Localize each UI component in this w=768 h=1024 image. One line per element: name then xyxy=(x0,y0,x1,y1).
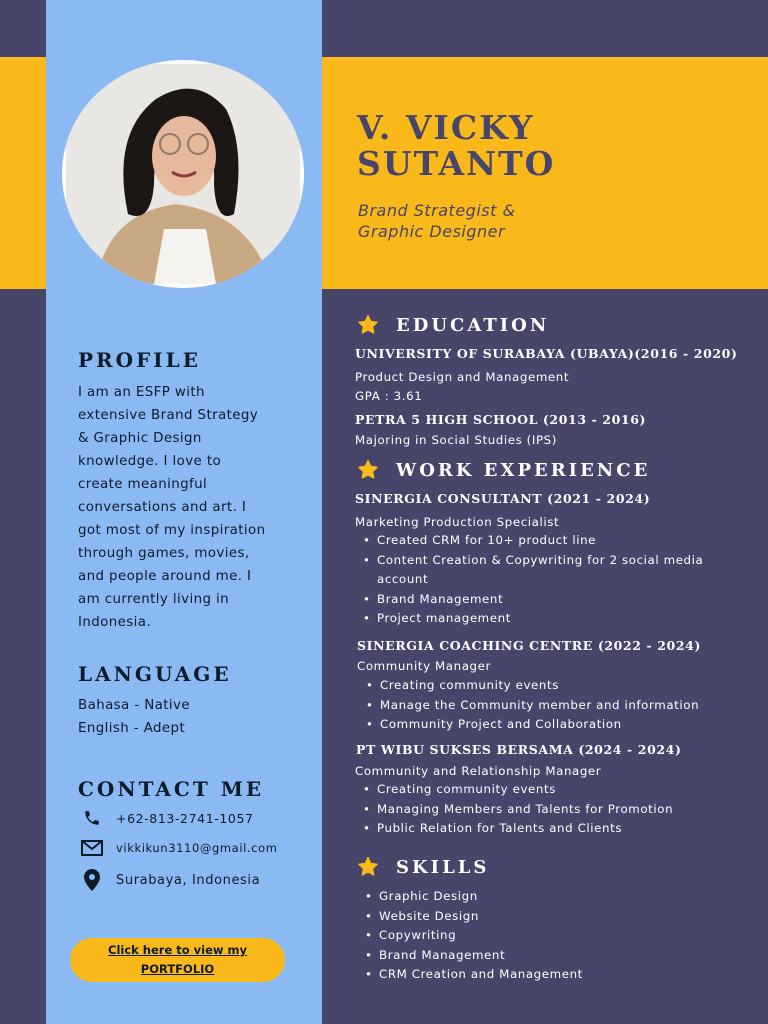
job-title-line-1: Brand Strategist & xyxy=(358,201,516,220)
list-item: • Manage the Community member and information xyxy=(358,696,718,716)
school-title: PETRA 5 HIGH SCHOOL (2013 - 2016) xyxy=(355,412,647,427)
job-duties xyxy=(355,780,715,839)
list-item: • Graphic Design xyxy=(357,887,717,907)
profile-line: knowledge. I love to xyxy=(78,454,222,469)
star-icon xyxy=(357,459,379,481)
list-item: • Creating community events xyxy=(355,780,715,800)
list-item: • Copywriting xyxy=(357,926,717,946)
profile-line: and people around me. I xyxy=(78,569,252,584)
profile-line: got most of my inspiration xyxy=(78,523,266,538)
school-program: Product Design and Management xyxy=(355,370,570,384)
portfolio-link-line-1[interactable]: Click here to view my xyxy=(108,943,247,957)
list-item: • Creating community events xyxy=(358,676,718,696)
phone-row xyxy=(80,808,310,828)
location-row xyxy=(80,870,310,890)
school-gpa: GPA : 3.61 xyxy=(355,389,423,403)
job-duties xyxy=(358,676,718,735)
phone-number[interactable]: +62-813-2741-1057 xyxy=(116,810,254,826)
job-duties xyxy=(355,531,715,629)
language-item: Bahasa - Native xyxy=(78,698,190,713)
skills-list xyxy=(357,887,717,985)
profile-line: am currently living in xyxy=(78,592,230,607)
skills-heading: SKILLS xyxy=(396,856,490,878)
job-title-line-2: Graphic Designer xyxy=(358,222,506,241)
school-title: UNIVERSITY OF SURABAYA (UBAYA)(2016 - 2020) xyxy=(355,346,738,361)
list-item: • Brand Management xyxy=(355,590,715,610)
list-item: • CRM Creation and Management xyxy=(357,965,717,985)
profile-line: Indonesia. xyxy=(78,615,152,630)
map-pin-icon xyxy=(80,870,104,890)
name-line-1: V. VICKY xyxy=(357,108,535,147)
list-item: • Website Design xyxy=(357,907,717,927)
profile-line: extensive Brand Strategy xyxy=(78,408,259,423)
list-item-continuation: account xyxy=(377,572,429,586)
job-role: Marketing Production Specialist xyxy=(355,515,560,529)
portrait-image xyxy=(66,64,300,284)
location-text: Surabaya, Indonesia xyxy=(116,872,261,888)
portfolio-link-line-2[interactable]: PORTFOLIO xyxy=(140,962,215,976)
work-heading: WORK EXPERIENCE xyxy=(396,459,651,481)
school-program: Majoring in Social Studies (IPS) xyxy=(355,433,557,447)
envelope-icon xyxy=(80,838,104,858)
list-item: • Community Project and Collaboration xyxy=(358,715,718,735)
email-address[interactable]: vikkikun3110@gmail.com xyxy=(116,841,278,855)
profile-line: create meaningful xyxy=(78,477,208,492)
profile-line: conversations and art. I xyxy=(78,500,247,515)
star-icon xyxy=(357,314,379,336)
profile-line: I am an ESFP with xyxy=(78,385,205,400)
job-company: PT WIBU SUKSES BERSAMA (2024 - 2024) xyxy=(356,742,682,757)
language-heading: LANGUAGE xyxy=(78,662,232,686)
profile-photo xyxy=(62,60,304,288)
list-item: • Created CRM for 10+ product line xyxy=(355,531,715,551)
phone-icon xyxy=(80,808,104,828)
list-item: • Project management xyxy=(355,609,715,629)
job-role: Community Manager xyxy=(357,659,491,673)
person-name xyxy=(357,110,555,182)
profile-text xyxy=(78,381,283,634)
star-icon xyxy=(357,856,379,878)
job-title xyxy=(358,200,515,242)
education-heading: EDUCATION xyxy=(396,314,550,336)
list-item: • Brand Management xyxy=(357,946,717,966)
portfolio-link-button[interactable] xyxy=(70,938,285,982)
work-section-header xyxy=(357,459,650,481)
list-item: • Public Relation for Talents and Clients xyxy=(355,819,715,839)
language-item: English - Adept xyxy=(78,721,186,736)
email-row xyxy=(80,838,310,858)
job-role: Community and Relationship Manager xyxy=(355,764,602,778)
profile-line: & Graphic Design xyxy=(78,431,202,446)
profile-heading: PROFILE xyxy=(78,348,201,372)
job-company: SINERGIA COACHING CENTRE (2022 - 2024) xyxy=(357,638,701,653)
profile-line: through games, movies, xyxy=(78,546,250,561)
list-item: • Content Creation & Copywriting for 2 social media xyxy=(355,551,715,571)
skills-section-header xyxy=(357,856,489,878)
list-item: • Managing Members and Talents for Promotion xyxy=(355,800,715,820)
contact-heading: CONTACT ME xyxy=(78,777,265,801)
language-list xyxy=(78,694,283,740)
job-company: SINERGIA CONSULTANT (2021 - 2024) xyxy=(355,491,651,506)
list-item xyxy=(355,570,715,590)
education-section-header xyxy=(357,314,549,336)
name-line-2: SUTANTO xyxy=(357,144,556,183)
